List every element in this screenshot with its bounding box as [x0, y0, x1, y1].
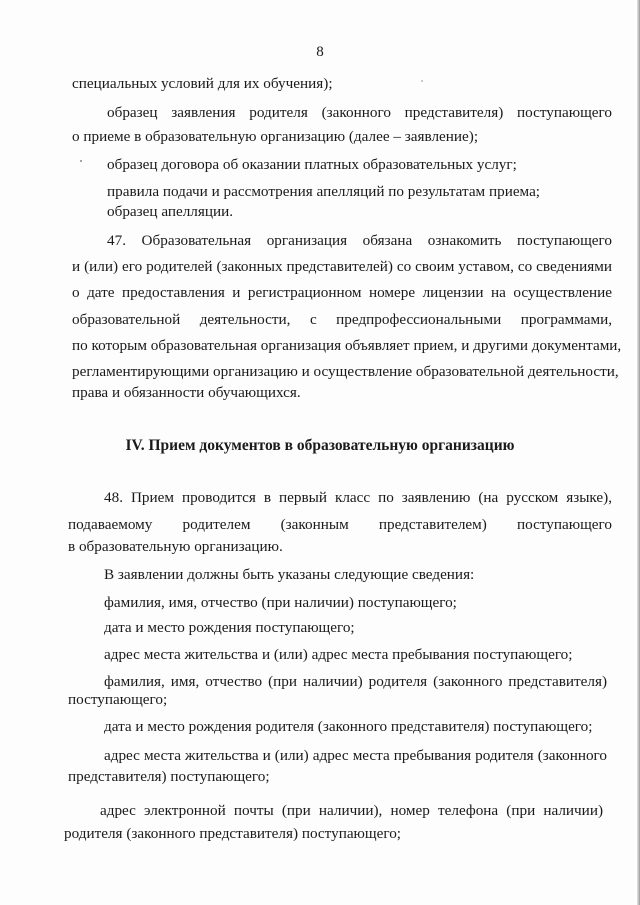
text-line: образец договора об оказании платных образовательных услуг;: [107, 156, 517, 173]
page-number: 8: [316, 44, 324, 60]
text-line: по которым образовательная организация объявляет прием, и другими документами,: [72, 337, 622, 354]
section-heading: IV. Прием документов в образовательную организацию: [125, 437, 515, 454]
text-line: образовательной деятельности, с предпрофессиональными программами,: [72, 311, 612, 328]
text-line: фамилия, имя, отчество (при наличии) родителя (законного представителя): [104, 673, 607, 690]
text-line: образец заявления родителя (законного представителя) поступающего: [107, 104, 612, 121]
text-line: регламентирующими организацию и осуществление образовательной деятельности,: [72, 363, 619, 380]
text-line: адрес электронной почты (при наличии), номер телефона (при наличии): [100, 802, 603, 819]
text-line: адрес места жительства и (или) адрес места пребывания родителя (законного: [104, 747, 607, 764]
text-line: В заявлении должны быть указаны следующие сведения:: [104, 566, 475, 583]
text-line: дата и место рождения родителя (законного представителя) поступающего;: [104, 718, 593, 735]
text-line: подаваемому родителем (законным представителем) поступающего: [68, 516, 612, 533]
text-line: о дате предоставления и регистрационном номере лицензии на осуществление: [72, 284, 612, 301]
text-line: правила подачи и рассмотрения апелляций по результатам приема;: [107, 183, 541, 200]
scan-speck: [421, 80, 423, 82]
text-line: представителя) поступающего;: [68, 768, 270, 785]
text-line: родителя (законного представителя) поступающего;: [64, 825, 402, 842]
text-line: специальных условий для их обучения);: [72, 75, 333, 92]
text-line: фамилия, имя, отчество (при наличии) поступающего;: [104, 594, 457, 611]
text-line: 48. Прием проводится в первый класс по заявлению (на русском языке),: [104, 489, 612, 506]
scan-speck: [80, 160, 82, 162]
text-line: образец апелляции.: [107, 203, 234, 220]
text-line: в образовательную организацию.: [68, 538, 283, 555]
text-line: поступающего;: [68, 691, 168, 708]
text-line: права и обязанности обучающихся.: [72, 384, 301, 401]
text-line: и (или) его родителей (законных представителей) со своим уставом, со сведениями: [72, 258, 612, 275]
text-line: о приеме в образовательную организацию (далее – заявление);: [72, 128, 479, 145]
text-line: адрес места жительства и (или) адрес места пребывания поступающего;: [104, 646, 573, 663]
text-line: дата и место рождения поступающего;: [104, 619, 355, 636]
text-line: 47. Образовательная организация обязана ознакомить поступающего: [107, 232, 612, 249]
